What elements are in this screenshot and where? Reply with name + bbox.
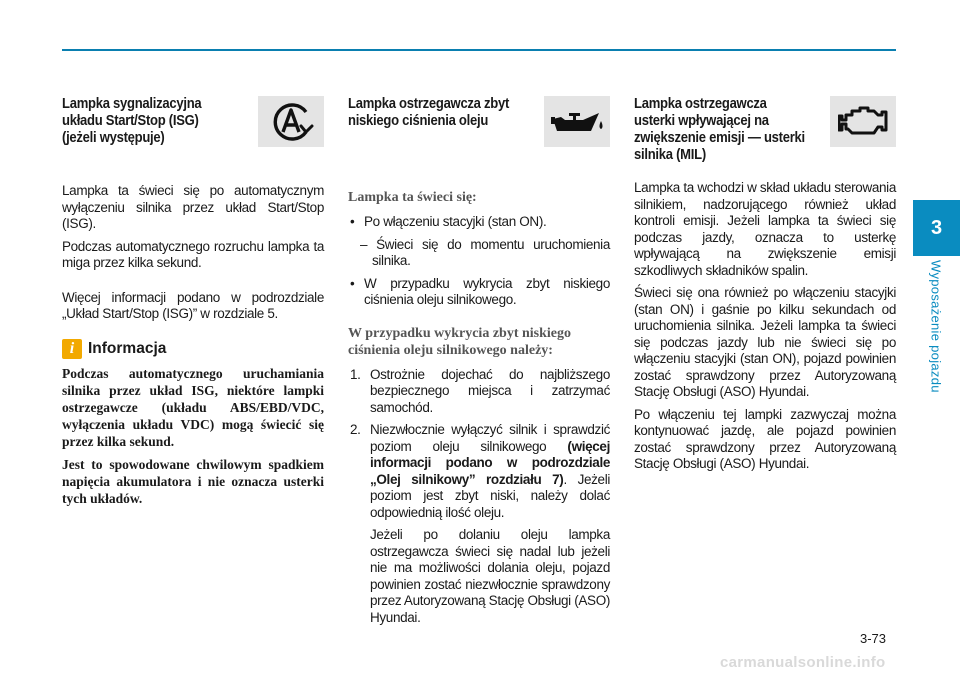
top-rule: [62, 49, 896, 51]
cross-reference: (więcej informacji podano w podrozdziale „Olej silnikowy” rozdziału 7): [370, 438, 610, 487]
info-title: Informacja: [88, 339, 167, 357]
column-mil: [634, 96, 896, 479]
isg-header: [62, 96, 324, 147]
list-item: – Świeci się do momentu uruchomienia silnika.: [360, 236, 610, 268]
column-oil-pressure: [348, 96, 610, 632]
isg-title: Lampka sygnalizacyjna układu Start/Stop (ISG) (jeżeli występuje): [62, 96, 202, 146]
info-paragraph-1: Podczas automatycznego uruchamiania silnika przez układ ISG, niektóre lampki ostrzegawcze (układu ABS/EBD/VDC, wyłączenia układu VDC) mogą świecić się przez kilka sekund.: [62, 365, 324, 449]
list-item: 1. Ostrożnie dojechać do najbliższego bezpiecznego miejsca i zatrzymać samochód.: [350, 366, 610, 415]
oil-pressure-icon: [544, 96, 610, 147]
isg-paragraph-1: Lampka ta świeci się po automatycznym wyłączeniu silnika przez układ Start/Stop (ISG).: [62, 183, 324, 231]
oil-step-2-note: Jeżeli po dolaniu oleju lampka ostrzegawcza świeci się nadal lub jeżeli nie ma możliwości dolania oleju, pojazd powinien zostać niezwłocznie sprawdzony przez Autoryzowaną Stację Obsługi (ASO) Hyundai.: [370, 527, 610, 625]
isg-paragraph-2: Podczas automatycznego rozruchu lampka ta miga przez kilka sekund.: [62, 238, 324, 270]
info-heading: [62, 339, 324, 359]
mil-paragraph-2: Świeci się ona również po włączeniu stacyjki (stan ON) i gaśnie po kilku sekundach od uruchomienia silnika. Jeżeli lampka ta świeci się podczas jazdy lub nie świeci się po włączeniu stacyjki (stan ON), pojazd powinien zostać sprawdzony przez Autoryzowaną Stację Obsługi (ASO) Hyundai.: [634, 285, 896, 399]
oil-title: Lampka ostrzegawcza zbyt niskiego ciśnienia oleju: [348, 96, 510, 129]
column-isg: [62, 96, 324, 513]
chapter-label: Wyposażenie pojazdu: [928, 260, 944, 393]
watermark: carmanualsonline.info: [720, 654, 886, 671]
oil-steps: [348, 367, 610, 627]
isg-auto-stop-icon: [258, 96, 324, 147]
page-number: 3-73: [860, 631, 887, 646]
oil-subheading-2: W przypadku wykrycia zbyt niskiego ciśnienia oleju silnikowego należy:: [348, 325, 571, 358]
check-engine-icon: [830, 96, 896, 147]
oil-bullet-list: [348, 214, 610, 309]
list-item: • Po włączeniu stacyjki (stan ON).: [350, 214, 547, 229]
list-item: • W przypadku wykrycia zbyt niskiego ciśnienia oleju silnikowego.: [350, 275, 610, 307]
list-item: 2. Niezwłocznie wyłączyć silnik i sprawdzić poziom oleju silnikowego (więcej informacji podano w podrozdziale „Olej silnikowy” rozdziału 7). Jeżeli poziom jest zbyt niski, należy dolać odpowiednią ilość oleju. Jeżeli po dolaniu oleju lampka ostrzegawcza świeci się nadal lub jeżeli nie ma możliwości dolania oleju, pojazd powinien zostać niezwłocznie sprawdzony przez Autoryzowaną Stację Obsługi (ASO) Hyundai.: [350, 422, 611, 625]
mil-paragraph-3: Po włączeniu tej lampki zazwyczaj można kontynuować jazdę, ale pojazd powinien zostać sprawdzony przez Autoryzowaną Stację Obsługi (ASO) Hyundai.: [634, 406, 896, 471]
mil-title: Lampka ostrzegawcza usterki wpływającej na zwiększenie emisji — usterki silnika (MIL): [634, 96, 805, 163]
isg-paragraph-3: Więcej informacji podano w podrozdziale „Układ Start/Stop (ISG)” w rozdziale 5.: [62, 289, 324, 321]
oil-subheading-1: Lampka ta świeci się:: [348, 190, 477, 205]
oil-header: [348, 96, 610, 147]
mil-header: [634, 96, 896, 164]
info-paragraph-2: Jest to spowodowane chwilowym spadkiem napięcia akumulatora i nie oznacza usterki tych układów.: [62, 456, 324, 506]
info-icon: i: [62, 339, 82, 359]
chapter-tab[interactable]: 3: [913, 200, 960, 256]
mil-paragraph-1: Lampka ta wchodzi w skład układu sterowania silnikiem, nadzorującego również układ kontroli emisji. Jeżeli lampka ta świeci się podczas jazdy, oznacza to usterkę wpływającą na zwiększenie emisji szkodliwych składników spalin.: [634, 180, 896, 278]
